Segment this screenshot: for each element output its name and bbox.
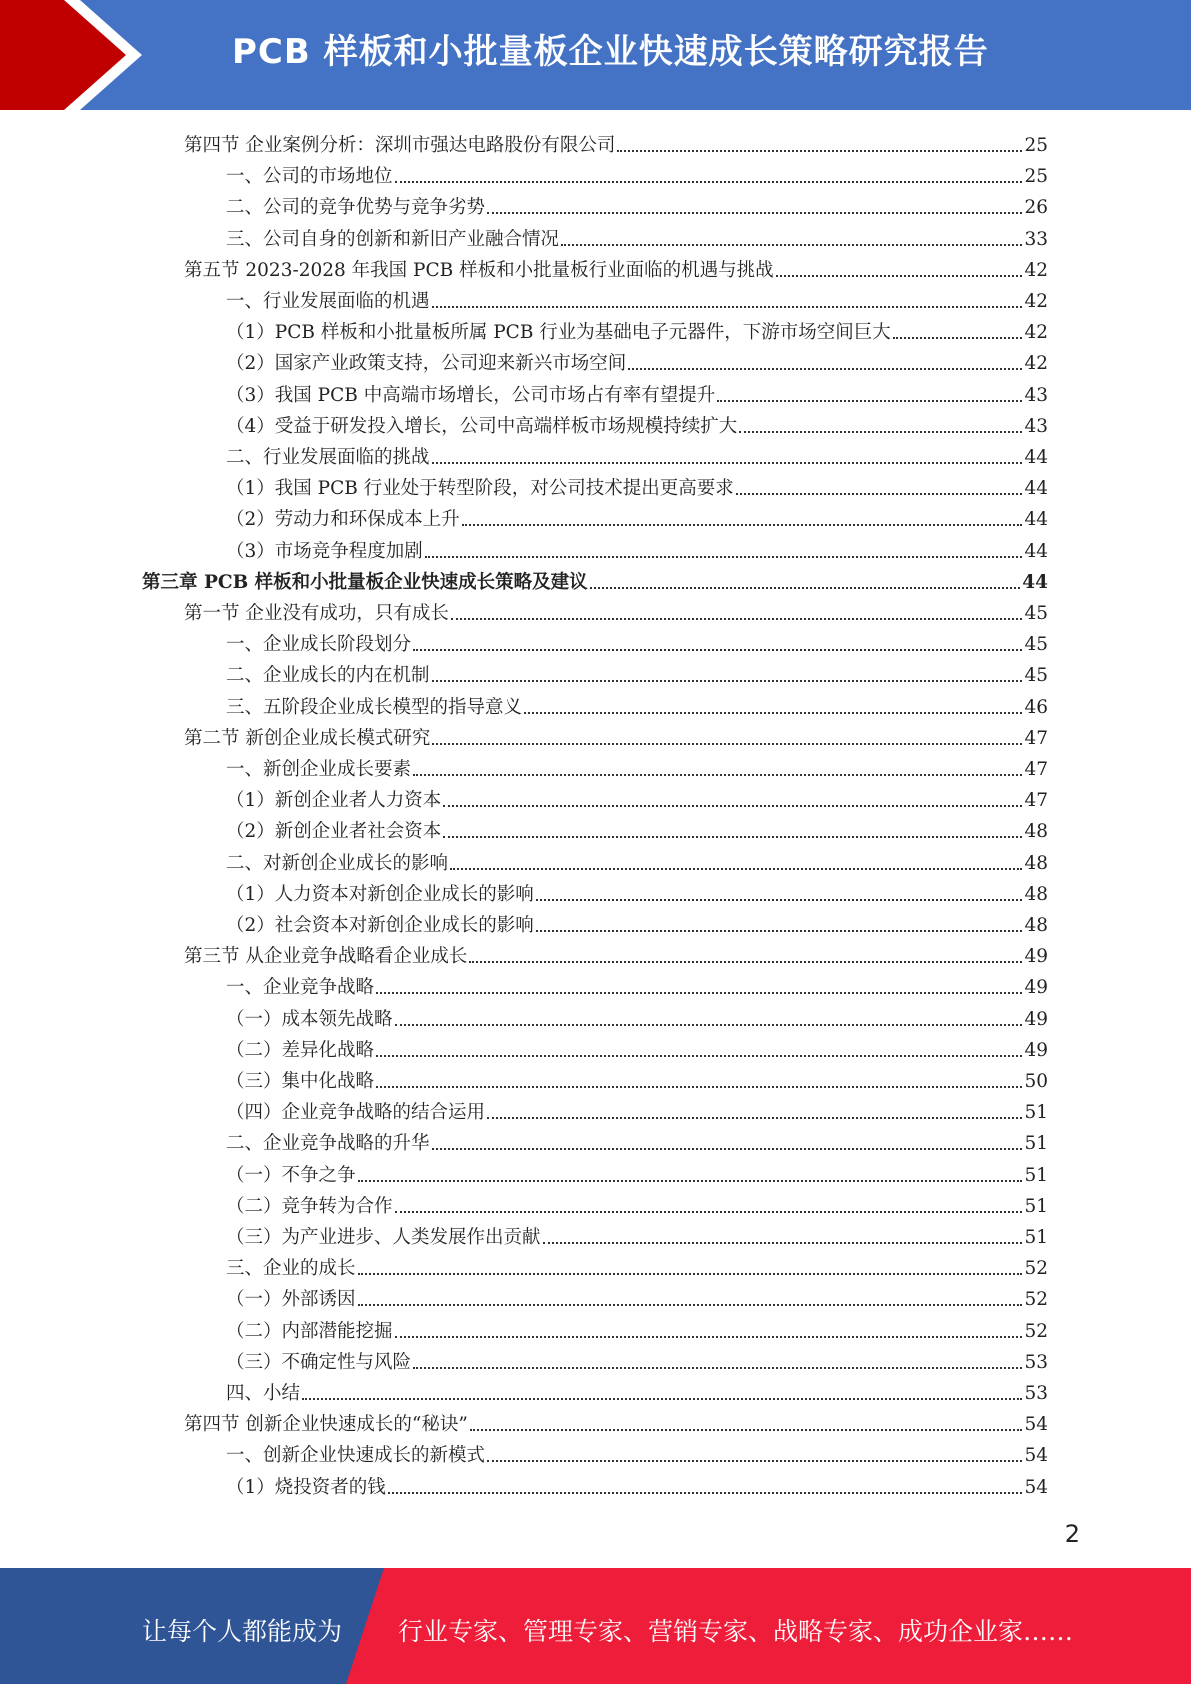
toc-entry-label: （2）新创企业者社会资本 [226, 821, 442, 843]
toc-row[interactable] [184, 252, 1048, 283]
toc-entry-page: 53 [1024, 1351, 1048, 1373]
toc-entry-label: 三、企业的成长 [226, 1258, 356, 1280]
toc-row[interactable] [226, 1469, 1048, 1500]
toc-entry-label: （三）集中化战略 [226, 1071, 375, 1092]
toc-row[interactable] [226, 1250, 1048, 1281]
toc-entry-label: （1）我国 PCB 行业处于转型阶段，对公司技术提出更高要求 [226, 478, 734, 500]
toc-row[interactable] [226, 501, 1048, 532]
toc-entry-page: 47 [1024, 790, 1048, 812]
toc-row[interactable] [226, 813, 1048, 844]
toc-entry-page: 52 [1024, 1289, 1048, 1311]
page-number: 2 [1064, 1520, 1080, 1548]
toc-entry-page: 45 [1024, 603, 1048, 624]
toc-entry-page: 45 [1024, 665, 1048, 687]
toc-dot-leader [432, 1148, 1023, 1150]
toc-row[interactable] [226, 626, 1048, 657]
toc-entry-page: 53 [1024, 1383, 1048, 1404]
toc-dot-leader [432, 306, 1023, 308]
toc-dot-leader [561, 244, 1022, 246]
header-arrow-decoration [0, 0, 200, 110]
toc-dot-leader [395, 181, 1023, 183]
toc-entry-label: 一、企业竞争战略 [226, 977, 375, 999]
toc-entry-page: 42 [1024, 353, 1048, 375]
toc-entry-label: （1）新创企业者人力资本 [226, 790, 442, 812]
toc-entry-label: 一、创新企业快速成长的新模式 [226, 1445, 486, 1467]
toc-entry-page: 50 [1024, 1071, 1048, 1092]
toc-dot-leader [413, 649, 1022, 651]
page-header [0, 0, 1191, 110]
toc-entry-label: 二、企业成长的内在机制 [226, 665, 430, 687]
toc-row[interactable] [226, 1313, 1048, 1344]
toc-dot-leader [432, 680, 1023, 682]
toc-dot-leader [487, 212, 1022, 214]
toc-entry-page: 48 [1024, 915, 1048, 936]
toc-entry-label: 四、小结 [226, 1383, 301, 1404]
toc-entry-page: 49 [1024, 977, 1048, 999]
toc-entry-label: 二、对新创企业成长的影响 [226, 852, 449, 874]
toc-entry-page: 54 [1024, 1476, 1048, 1498]
toc-entry-page: 47 [1024, 727, 1048, 749]
toc-entry-label: （2）社会资本对新创企业成长的影响 [226, 915, 534, 936]
toc-row[interactable] [226, 345, 1048, 376]
toc-entry-label: （2）国家产业政策支持，公司迎来新兴市场空间 [226, 353, 627, 375]
toc-entry-page: 42 [1024, 322, 1048, 344]
toc-row[interactable] [226, 1094, 1048, 1125]
toc-entry-page: 43 [1024, 415, 1048, 437]
toc-dot-leader [450, 868, 1022, 870]
toc-dot-leader [487, 1117, 1022, 1119]
toc-entry-label: （三）不确定性与风险 [226, 1351, 412, 1373]
toc-entry-page: 26 [1024, 197, 1048, 219]
toc-entry-label: （二）内部潜能挖掘 [226, 1320, 393, 1342]
toc-entry-label: 第三节 从企业竞争战略看企业成长 [184, 946, 468, 968]
toc-dot-leader [443, 836, 1022, 838]
toc-entry-label: （1）烧投资者的钱 [226, 1476, 386, 1498]
toc-row[interactable] [226, 1001, 1048, 1032]
toc-entry-page: 45 [1024, 634, 1048, 656]
toc-entry-page: 44 [1024, 478, 1048, 500]
toc-entry-page: 46 [1024, 696, 1048, 718]
toc-dot-leader [543, 1242, 1023, 1244]
toc-row[interactable] [226, 314, 1048, 345]
toc-entry-label: 三、五阶段企业成长模型的指导意义 [226, 696, 523, 718]
toc-entry-label: （一）不争之争 [226, 1164, 356, 1186]
toc-row[interactable] [226, 1437, 1048, 1468]
toc-dot-leader [487, 1460, 1022, 1462]
toc-row[interactable] [226, 876, 1048, 907]
toc-entry-page: 48 [1024, 883, 1048, 905]
toc-dot-leader [451, 618, 1023, 620]
toc-chapter-row[interactable] [142, 564, 1048, 595]
toc-dot-leader [462, 524, 1023, 526]
toc-entry-label: （二）竞争转为合作 [226, 1195, 393, 1217]
toc-dot-leader [358, 1304, 1023, 1306]
toc-entry-label: （四）企业竞争战略的结合运用 [226, 1102, 486, 1124]
toc-entry-page: 42 [1024, 291, 1048, 312]
toc-row[interactable] [226, 657, 1048, 688]
report-title: PCB 样板和小批量板企业快速成长策略研究报告 [232, 32, 989, 72]
toc-entry-label: （3）市场竞争程度加剧 [226, 540, 423, 562]
toc-dot-leader [395, 1336, 1023, 1338]
toc-row[interactable] [226, 907, 1048, 938]
toc-dot-leader [395, 1024, 1023, 1026]
toc-row[interactable] [226, 408, 1048, 439]
toc-dot-leader [628, 368, 1022, 370]
toc-entry-page: 51 [1024, 1227, 1048, 1248]
toc-entry-label: （1）人力资本对新创企业成长的影响 [226, 883, 534, 905]
toc-dot-leader [376, 992, 1022, 994]
toc-entry-label: 第五节 2023-2028 年我国 PCB 样板和小批量板行业面临的机遇与挑战 [184, 259, 774, 281]
toc-dot-leader [413, 774, 1022, 776]
toc-entry-label: 三、公司自身的创新和新旧产业融合情况 [226, 228, 560, 250]
toc-entry-label: （4）受益于研发投入增长，公司中高端样板市场规模持续扩大 [226, 415, 738, 437]
toc-row[interactable] [226, 1063, 1048, 1094]
toc-dot-leader [432, 743, 1022, 745]
toc-dot-leader [432, 462, 1023, 464]
toc-dot-leader [536, 899, 1023, 901]
toc-entry-page: 48 [1024, 821, 1048, 843]
toc-dot-leader [469, 961, 1022, 963]
toc-entry-label: 第二节 新创企业成长模式研究 [184, 727, 431, 749]
toc-entry-label: 一、企业成长阶段划分 [226, 634, 412, 656]
toc-dot-leader [358, 1180, 1023, 1182]
toc-dot-leader [536, 930, 1023, 932]
toc-entry-label: 一、行业发展面临的机遇 [226, 291, 430, 312]
toc-row[interactable] [226, 845, 1048, 876]
toc-dot-leader [524, 712, 1022, 714]
toc-entry-page: 33 [1024, 228, 1048, 250]
toc-dot-leader [425, 556, 1023, 558]
toc-row[interactable] [226, 1375, 1048, 1406]
toc-row[interactable] [226, 969, 1048, 1000]
toc-dot-leader [736, 493, 1023, 495]
toc-row[interactable] [226, 1125, 1048, 1156]
toc-entry-page: 44 [1022, 571, 1048, 593]
toc-entry-page: 49 [1024, 1039, 1048, 1061]
toc-row[interactable] [184, 938, 1048, 969]
toc-entry-label: （一）外部诱因 [226, 1289, 356, 1311]
toc-entry-page: 25 [1024, 135, 1048, 156]
toc-entry-label: （1）PCB 样板和小批量板所属 PCB 行业为基础电子元器件，下游市场空间巨大 [226, 322, 891, 344]
toc-row[interactable] [226, 158, 1048, 189]
toc-dot-leader [590, 587, 1021, 589]
toc-row[interactable] [184, 595, 1048, 626]
toc-row[interactable] [226, 221, 1048, 252]
footer-slogan-right: 行业专家、管理专家、营销专家、战略专家、成功企业家…… [398, 1617, 1074, 1646]
toc-row[interactable] [226, 1344, 1048, 1375]
toc-entry-page: 52 [1024, 1258, 1048, 1280]
toc-row[interactable] [226, 189, 1048, 220]
toc-row[interactable] [226, 439, 1048, 470]
toc-entry-label: 第四节 创新企业快速成长的“秘诀” [184, 1414, 468, 1436]
toc-entry-page: 43 [1024, 384, 1048, 406]
toc-entry-page: 54 [1024, 1445, 1048, 1467]
toc-row[interactable] [226, 689, 1048, 720]
toc-entry-label: （2）劳动力和环保成本上升 [226, 509, 460, 531]
toc-row[interactable] [184, 1406, 1048, 1437]
toc-row[interactable] [226, 283, 1048, 314]
toc-dot-leader [443, 805, 1022, 807]
toc-dot-leader [739, 431, 1022, 433]
toc-entry-page: 54 [1024, 1414, 1048, 1436]
toc-entry-label: 一、公司的市场地位 [226, 166, 393, 188]
toc-dot-leader [395, 1211, 1023, 1213]
toc-row[interactable] [184, 720, 1048, 751]
toc-entry-page: 49 [1024, 946, 1048, 968]
toc-entry-label: （3）我国 PCB 中高端市场增长，公司市场占有率有望提升 [226, 384, 716, 406]
toc-dot-leader [470, 1429, 1023, 1431]
toc-row[interactable] [184, 127, 1048, 158]
toc-row[interactable] [226, 1157, 1048, 1188]
toc-entry-page: 51 [1024, 1164, 1048, 1186]
toc-entry-page: 51 [1024, 1102, 1048, 1124]
toc-dot-leader [617, 150, 1022, 152]
toc-dot-leader [358, 1273, 1023, 1275]
toc-entry-label: 第一节 企业没有成功，只有成长 [184, 603, 449, 624]
toc-row[interactable] [226, 470, 1048, 501]
toc-entry-page: 51 [1024, 1133, 1048, 1155]
toc-row[interactable] [226, 782, 1048, 813]
toc-row[interactable] [226, 1281, 1048, 1312]
toc-entry-label: 第三章 PCB 样板和小批量板企业快速成长策略及建议 [142, 571, 588, 593]
toc-entry-label: 一、新创企业成长要素 [226, 759, 412, 780]
toc-entry-label: （三）为产业进步、人类发展作出贡献 [226, 1227, 541, 1248]
toc-row[interactable] [226, 377, 1048, 408]
toc-entry-label: 二、公司的竞争优势与竞争劣势 [226, 197, 486, 219]
toc-dot-leader [893, 337, 1023, 339]
footer-slogan-left: 让每个人都能成为 [142, 1617, 343, 1646]
toc-entry-label: 二、行业发展面临的挑战 [226, 447, 430, 468]
page-footer [0, 1568, 1191, 1684]
toc-row[interactable] [226, 1188, 1048, 1219]
toc-entry-page: 44 [1024, 540, 1048, 562]
toc-entry-label: 二、企业竞争战略的升华 [226, 1133, 430, 1155]
toc-dot-leader [388, 1492, 1023, 1494]
toc-row[interactable] [226, 533, 1048, 564]
toc-entry-label: （一）成本领先战略 [226, 1008, 393, 1030]
toc-row[interactable] [226, 1219, 1048, 1250]
toc-dot-leader [376, 1055, 1022, 1057]
toc-entry-page: 25 [1024, 166, 1048, 188]
toc-dot-leader [413, 1367, 1022, 1369]
toc-entry-label: 第四节 企业案例分析：深圳市强达电路股份有限公司 [184, 135, 616, 156]
toc-entry-page: 47 [1024, 759, 1048, 780]
toc-dot-leader [776, 275, 1023, 277]
toc-entry-page: 42 [1024, 259, 1048, 281]
toc-entry-page: 52 [1024, 1320, 1048, 1342]
toc-entry-page: 49 [1024, 1008, 1048, 1030]
toc-entry-page: 44 [1024, 509, 1048, 531]
toc-entry-label: （二）差异化战略 [226, 1039, 375, 1061]
toc-dot-leader [302, 1398, 1022, 1400]
toc-dot-leader [376, 1086, 1022, 1088]
toc-row[interactable] [226, 751, 1048, 782]
toc-row[interactable] [226, 1032, 1048, 1063]
toc-dot-leader [717, 400, 1022, 402]
toc-entry-page: 51 [1024, 1195, 1048, 1217]
toc-entry-page: 48 [1024, 852, 1048, 874]
toc-entry-page: 44 [1024, 447, 1048, 468]
